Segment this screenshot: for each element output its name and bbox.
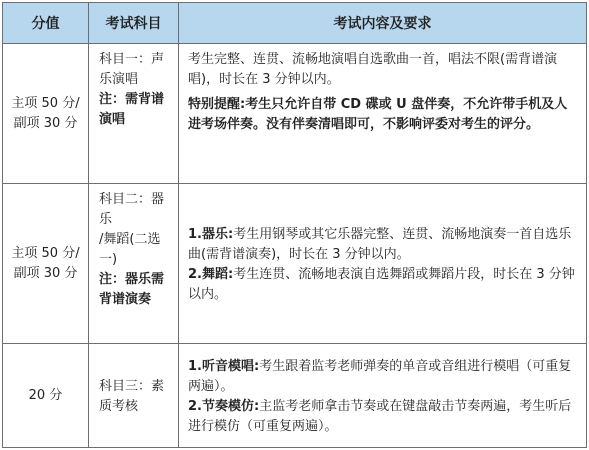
item-label: 1.听音模唱: [188,358,260,374]
content-item-1 [188,225,578,265]
table-row [3,344,587,448]
content-cell [179,184,587,344]
item-label: 2.节奏模仿: [188,398,260,414]
subject-name-line1: 科目二：器乐 [99,192,165,227]
item-text: 考生连贯、流畅地表演自选舞蹈或舞蹈片段，时长在 3 分钟以内。 [188,266,575,302]
subject-note: 注：器乐需背谱演奏 [99,272,165,307]
subject-cell [89,184,179,344]
table-row [3,44,587,184]
subject-note: 注：需背谱演唱 [99,92,165,127]
content-text: 考生完整、连贯、流畅地演唱自选歌曲一首，唱法不限(需背谱演唱)，时长在 3 分钟以内。 [188,52,558,87]
item-text: 考生用钢琴或其它乐器完整、连贯、流畅地演奏一首自选乐曲(需背谱演奏)，时长在 3 分钟以内。 [188,226,572,262]
header-content: 考试内容及要求 [179,3,587,44]
subject-name-line2: /舞蹈(二选一) [99,232,161,267]
subject-cell [89,344,179,448]
score-text: 主项 50 分/副项 30 分 [11,95,80,131]
subject-cell [89,44,179,184]
table-row [3,184,587,344]
item-label: 1.器乐: [188,226,234,242]
score-cell [3,184,89,344]
item-label: 2.舞蹈: [188,266,234,282]
score-cell [3,44,89,184]
exam-requirements-table [2,2,587,448]
content-cell [179,44,587,184]
header-score: 分值 [3,3,89,44]
item-text: 考生跟着监考老师弹奏的单音或音组进行模唱（可重复两遍）。 [188,358,572,394]
score-cell [3,344,89,448]
content-item-2 [188,265,578,305]
content-item-2 [188,397,578,437]
header-subject: 考试科目 [89,3,179,44]
notice-text: 考生只允许自带 CD 碟或 U 盘伴奏，不允许带手机及人进考场伴奏。没有伴奏清唱即可，不影响评委对考生的评分。 [188,97,568,132]
content-item-1 [188,357,578,397]
score-text: 20 分 [28,387,63,403]
content-cell [179,344,587,448]
subject-name: 科目一：声乐演唱 [99,52,165,87]
item-text: 主监考老师拿击节奏或在键盘敲击节奏两遍，考生听后进行模仿（可重复两遍）。 [188,398,572,434]
header-row [3,3,587,44]
notice-label: 特别提醒: [188,97,246,112]
special-notice [188,95,578,135]
score-text: 主项 50 分/副项 30 分 [11,245,80,281]
subject-name: 科目三：素质考核 [99,378,165,414]
